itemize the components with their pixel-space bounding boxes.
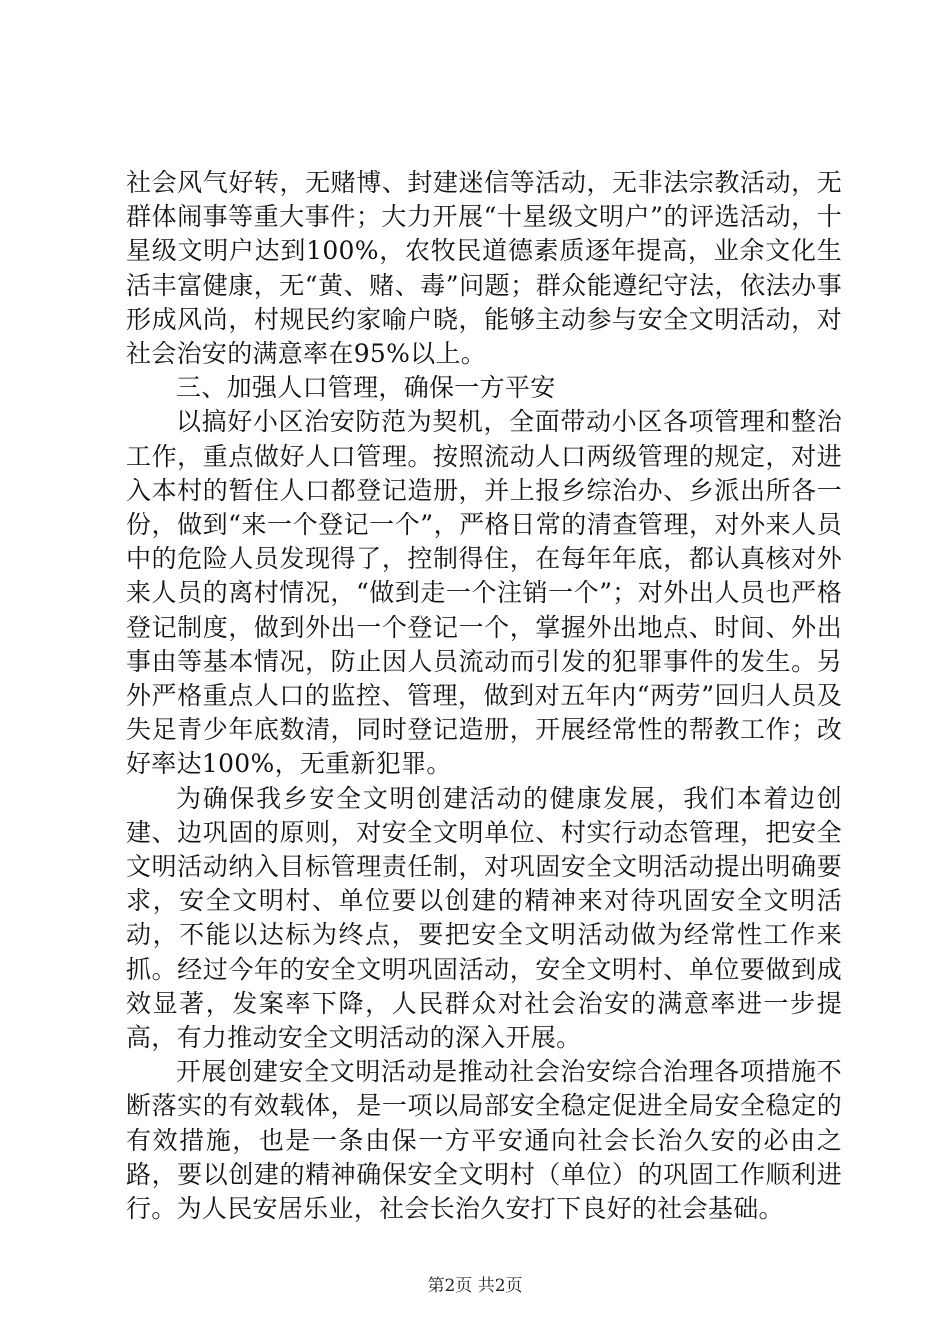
paragraph-conclusion: 开展创建安全文明活动是推动社会治安综合治理各项措施不断落实的有效载体，是一项以局部安全稳定促进全局安全稳定的有效措施，也是一条由保一方平安通向社会长治久安的必由之路，要以创建的精神确保安全文明村（单位）的巩固工作顺利进行。为人民安居乐业，社会长治久安打下良好的社会基础。 xyxy=(126,1057,842,1224)
page-footer: 第2页 共2页 xyxy=(427,1276,523,1296)
paragraph-consolidation: 为确保我乡安全文明创建活动的健康发展，我们本着边创建、边巩固的原则，对安全文明单位、村实行动态管理，把安全文明活动纳入目标管理责任制，对巩固安全文明活动提出明确要求，安全文明村、单位要以创建的精神来对待巩固安全文明活动，不能以达标为终点，要把安全文明活动做为经常性工作来抓。经过今年的安全文明巩固活动，安全文明村、单位要做到成效显著，发案率下降，人民群众对社会治安的满意率进一步提高，有力推动安全文明活动的深入开展。 xyxy=(126,783,842,1053)
paragraph-population-management: 以搞好小区治安防范为契机，全面带动小区各项管理和整治工作，重点做好人口管理。按照流动人口两级管理的规定，对进入本村的暂住人口都登记造册，并上报乡综治办、乡派出所各一份，做到“来一个登记一个”，严格日常的清查管理，对外来人员中的危险人员发现得了，控制得住，在每年年底，都认真核对外来人员的离村情况，“做到走一个注销一个”；对外出人员也严格登记制度，做到外出一个登记一个，掌握外出地点、时间、外出事由等基本情况，防止因人员流动而引发的犯罪事件的发生。另外严格重点人口的监控、管理，做到对五年内“两劳”回归人员及失足青少年底数清，同时登记造册，开展经常性的帮教工作；改好率达100%，无重新犯罪。 xyxy=(126,407,842,779)
paragraph-public-order: 社会风气好转，无赌博、封建迷信等活动，无非法宗教活动，无群体闹事等重大事件；大力开展“十星级文明户”的评选活动，十星级文明户达到100%，农牧民道德素质逐年提高，业余文化生活丰富健康，无“黄、赌、毒”问题；群众能遵纪守法，依法办事形成风尚，村规民约家喻户晓，能够主动参与安全文明活动，对社会治安的满意率在95%以上。 xyxy=(126,168,842,369)
document-body xyxy=(126,166,842,1226)
section-heading: 三、加强人口管理，确保一方平安 xyxy=(176,373,556,403)
